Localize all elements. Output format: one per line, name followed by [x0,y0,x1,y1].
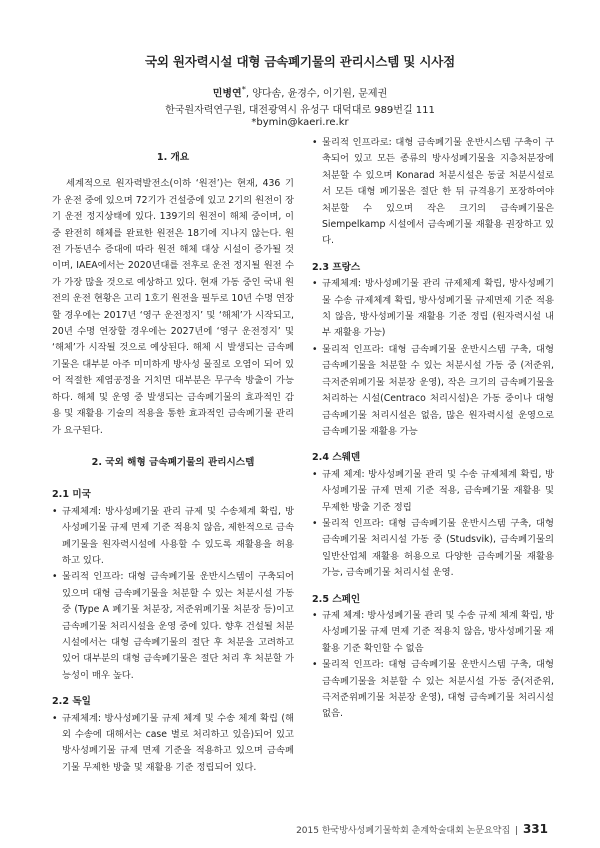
section-1-heading: 1. 개요 [156,152,190,163]
section-2-5-list [312,608,554,723]
section-2-2-heading: 2.2 독일 [52,696,91,708]
section-2-1-list [52,504,294,684]
list-item: • 물리적 인프라로: 대형 금속폐기물 운반시스템 구축이 구축되어 있고 모든 종류의 방사성폐기물을 지층처분장에 처분할 수 있으며 Konarad 처분시설은 동굴 처분시설로서 모든 대형 폐기물은 절단 한 뒤 규격용기 포장하여야 처분할 수 있으며 작은 크기의 금속폐기물은 Siempelkamp 시설에서 금속폐기물 재활용 권장하고 있다. [312,135,554,250]
author-email: *bymin@kaeri.re.kr [251,117,349,128]
coauthors: , 양다솜, 윤경수, 이기원, 문제권 [245,88,388,100]
page-number: 331 [522,822,548,836]
list-item: • 규제 체계: 방사성폐기물 관리 및 수송 규제체계 확립, 방사성폐기물 규제 면제 기준 적용, 금속폐기물 재활용 및 무제한 방출 기준 정립 [312,467,554,516]
affiliation: 한국원자력연구원, 대전광역시 유성구 대덕대로 989번길 111 [165,105,435,116]
page-footer [296,822,548,836]
section-2-3-list [312,276,554,440]
lead-author: 민병연 [212,88,242,100]
list-item: • 규제체계: 방사성폐기물 관리 규제체계 확립, 방사성폐기물 수송 규제체계 확립, 방사성폐기물 규제면제 기준 적용치 않음, 방사성폐기물 재활용 기준 정립 (원자력시설 내부 재활용 가능) [312,276,554,342]
footer-proceedings: 2015 한국방사성폐기물학회 춘계학술대회 논문요약집 [296,826,511,836]
list-item: • 규제체계: 방사성폐기물 관리 규제 및 수송체계 확립, 방사성폐기물 규제 면제 기준 적용치 않음, 제한적으로 금속폐기물을 원자력시설에 사용할 수 있도록 재활용을 허용하고 있다. [52,504,294,570]
list-item: • 규제 체계: 방사성폐기물 관리 및 수송 규제 체계 확립, 방사성폐기물 규제 면제 기준 적용치 않음, 방사성폐기물 재활용 기준 확인할 수 없음 [312,608,554,657]
section-2-2-list [312,135,554,250]
section-2-4-list [312,467,554,582]
footer-separator: | [515,826,519,836]
list-item: • 물리적 인프라: 대형 금속폐기물 운반시스템 구축, 대형 금속폐기물 처리시설 가동 중 (Studsvik), 금속폐기물의 일반산업체 재활용 허용으로 다양한 금속폐기물 재활용 가능, 금속폐기물 처리시설 운영. [312,516,554,582]
section-2-1-heading: 2.1 미국 [52,489,91,501]
list-item: • 물리적 인프라: 대형 금속폐기물 운반시스템 구축, 대형 금속폐기물을 처분할 수 있는 처분시설 가동 중(저준위, 극저준위폐기물 처분장 운영), 대형 금속폐기물 처리시설 없음. [312,657,554,723]
section-2-5-heading: 2.5 스페인 [312,593,361,605]
list-item: • 물리적 인프라: 대형 금속폐기물 운반시스템이 구축되어 있으며 대형 금속폐기물을 처분할 수 있는 처분시설 가동 중 (Type A 폐기물 처분장, 저준위폐기물 처분장 등)이고 금속폐기물 처리시설을 운영 중에 있다. 향후 건설될 처분시설에서는 대형 금속폐기물의 절단 후 처분을 고려하고 있어 대부분의 대형 금속폐기물은 절단 처리 후 처분할 가능성이 매우 높다. [52,569,294,684]
corresponding-mark: * [241,84,246,94]
section-2-2-list-start [52,711,294,773]
paper-title: 국외 원자력시설 대형 금속폐기물의 관리시스템 및 시사점 [145,54,455,69]
list-item: • 물리적 인프라: 대형 금속폐기물 운반시스템 구축, 대형 금속폐기물을 처분할 수 있는 처분시설 가동 중 (저준위, 극저준위폐기물 처분장 운영), 작은 크기의 금속폐기물을 처리하는 시설(Centraco 처리시설)은 가동 중이나 대형 금속폐기물 처리시설은 없음, 많은 원자력시설 운영으로 금속폐기물 재활용 가능 [312,342,554,440]
section-1-paragraph: 세계적으로 원자력발전소(이하 ‘원전’)는 현재, 436 기가 운전 중에 있으며 72기가 건설중에 있고 2기의 원전이 장기 운전 정지상태에 있다. 139기의 원전이 해체 중이며, 이 중 완전히 해체를 완료한 원전은 18기에 지나지 않는다. 원전 가동년수 증대에 따라 원전 해체 대상 시설이 증가될 것이며, IAEA에서는 2020년대를 전후로 운전 정지될 원전 수가 가장 많을 것으로 예상하고 있다. 현재 가동 중인 국내 원전의 운전 현황은 고리 1호기 원전을 필두로 10년 수명 연장할 경우에는 2017년 ‘영구 운전정지’ 및 ‘해체’가 시작되고, 20년 수명 연장할 경우에는 2027년에 ‘영구 운전정지’ 및 ‘해체’가 시작될 것으로 예상된다. 해체 시 발생되는 금속폐기물은 대부분 아주 미미하게 방사성 물질로 오염이 되어 있어 적절한 제염공정을 거치면 대부분은 무구속 방출이 가능하다. 해체 및 운영 중 발생되는 금속폐기물의 효과적인 감용 및 재활용 기술의 적용을 통한 효과적인 금속폐기물 관리가 요구된다. [52,178,294,436]
section-2-4-heading: 2.4 스웨덴 [312,452,361,464]
section-2-heading: 2. 국외 해형 금속폐기물의 관리시스템 [91,456,255,468]
list-item: • 규제체계: 방사성폐기물 규제 체계 및 수송 체계 확립 (해외 수송에 대해서는 case 별로 처리하고 있음)되어 있고 방사성폐기물 규제 면제 기준을 적용하고 있으며 금속폐기물 무제한 방출 및 재활용 기준 정립되어 있다. [52,711,294,744]
left-column [52,150,294,773]
section-2-3-heading: 2.3 프랑스 [312,261,361,273]
right-column [312,135,554,723]
author-line [0,84,600,99]
